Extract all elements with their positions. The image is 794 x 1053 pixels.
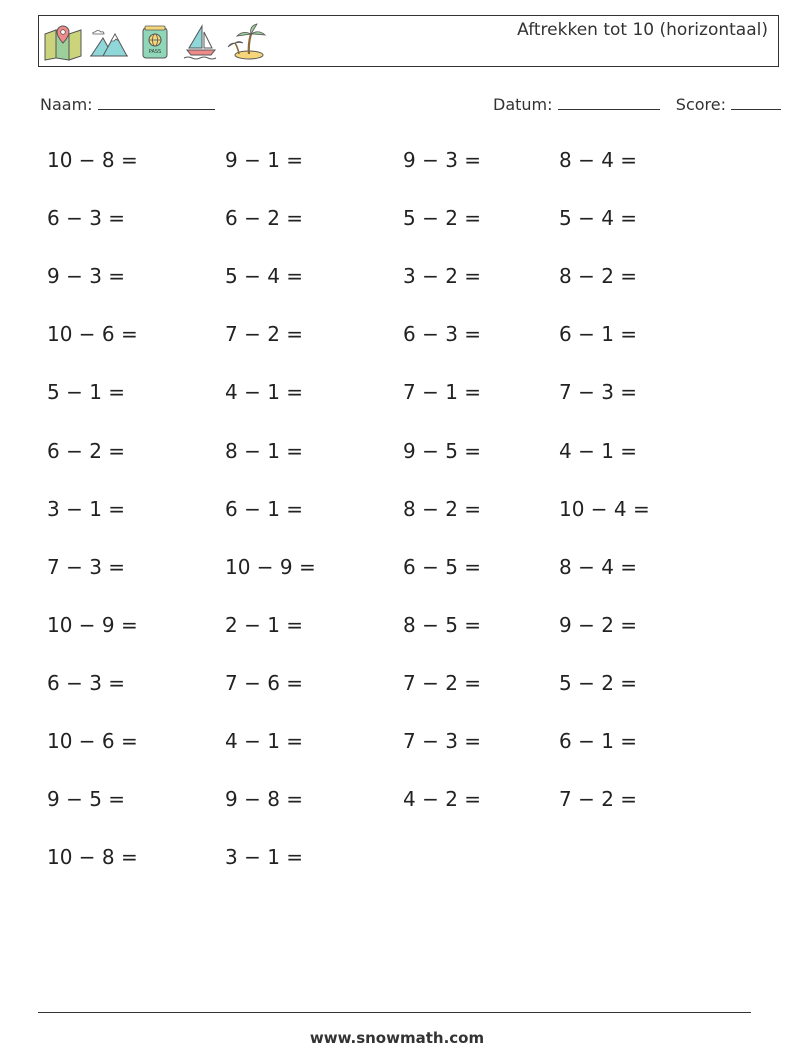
problem-item: 3 − 1 = bbox=[47, 496, 126, 521]
sailboat-icon bbox=[181, 22, 221, 62]
problem-item: 4 − 1 = bbox=[559, 438, 638, 463]
problem-item: 4 − 2 = bbox=[403, 787, 482, 812]
problem-item: 9 − 1 = bbox=[225, 148, 304, 172]
footer-divider bbox=[38, 1012, 751, 1013]
mountains-icon bbox=[89, 22, 129, 62]
problem-item: 5 − 2 = bbox=[559, 670, 638, 695]
problem-item: 6 − 1 = bbox=[559, 729, 638, 753]
problem-item: 9 − 3 = bbox=[47, 264, 126, 289]
problem-item: 10 − 6 = bbox=[47, 729, 138, 753]
problem-item: 4 − 1 = bbox=[225, 380, 304, 405]
problem-item: 8 − 4 = bbox=[559, 148, 638, 172]
problem-item: 4 − 1 = bbox=[225, 729, 304, 753]
header-icons bbox=[43, 22, 267, 62]
problem-item: 6 − 2 = bbox=[225, 206, 304, 231]
problem-item: 7 − 2 = bbox=[403, 670, 482, 695]
palm-island-icon bbox=[227, 22, 267, 62]
problem-item: 7 − 3 = bbox=[47, 554, 126, 579]
score-blank[interactable] bbox=[731, 93, 781, 110]
problem-item: 10 − 6 = bbox=[47, 322, 138, 347]
problem-item: 3 − 1 = bbox=[225, 845, 304, 870]
problem-item: 7 − 1 = bbox=[403, 380, 482, 405]
date-label: Datum: bbox=[493, 95, 553, 114]
worksheet-title: Aftrekken tot 10 (horizontaal) bbox=[517, 20, 768, 40]
problem-item: 10 − 9 = bbox=[225, 554, 316, 579]
problem-item: 5 − 4 = bbox=[225, 264, 304, 289]
problem-item: 7 − 3 = bbox=[403, 729, 482, 753]
problem-item: 8 − 5 = bbox=[403, 612, 482, 637]
problem-item: 10 − 9 = bbox=[47, 612, 138, 637]
footer-site: www.snowmath.com bbox=[309, 1029, 485, 1047]
problem-item: 8 − 2 = bbox=[403, 496, 482, 521]
date-blank[interactable] bbox=[558, 93, 660, 110]
problem-item: 6 − 1 = bbox=[225, 496, 304, 521]
score-label: Score: bbox=[675, 95, 726, 114]
name-blank[interactable] bbox=[98, 93, 215, 110]
problem-item: 7 − 2 = bbox=[225, 322, 304, 347]
header-box bbox=[38, 15, 779, 67]
problem-item: 9 − 5 = bbox=[403, 438, 482, 463]
passport-icon bbox=[135, 22, 175, 62]
problem-item: 9 − 5 = bbox=[47, 787, 126, 812]
problem-item: 6 − 2 = bbox=[47, 438, 126, 463]
problem-item: 7 − 2 = bbox=[559, 787, 638, 812]
problem-item: 2 − 1 = bbox=[225, 612, 304, 637]
problem-item: 5 − 4 = bbox=[559, 206, 638, 231]
problem-item: 6 − 3 = bbox=[47, 670, 126, 695]
problem-item: 3 − 2 = bbox=[403, 264, 482, 289]
problem-item: 10 − 8 = bbox=[47, 148, 138, 172]
map-pin-icon bbox=[43, 22, 83, 62]
problem-item: 9 − 3 = bbox=[403, 148, 482, 172]
problem-item: 6 − 3 = bbox=[47, 206, 126, 231]
problem-item: 9 − 8 = bbox=[225, 787, 304, 812]
name-label: Naam: bbox=[40, 95, 93, 114]
problem-item: 8 − 4 = bbox=[559, 554, 638, 579]
problem-item: 7 − 6 = bbox=[225, 670, 304, 695]
svg-text:PASS: PASS bbox=[148, 49, 162, 55]
problem-item: 5 − 2 = bbox=[403, 206, 482, 231]
problem-item: 10 − 8 = bbox=[47, 845, 138, 870]
problem-item: 7 − 3 = bbox=[559, 380, 638, 405]
problem-item: 10 − 4 = bbox=[559, 496, 650, 521]
problem-item: 6 − 5 = bbox=[403, 554, 482, 579]
problem-item: 9 − 2 = bbox=[559, 612, 638, 637]
date-score-fields bbox=[493, 93, 781, 114]
problem-item: 8 − 2 = bbox=[559, 264, 638, 289]
problem-item: 6 − 3 = bbox=[403, 322, 482, 347]
problem-item: 8 − 1 = bbox=[225, 438, 304, 463]
problem-item: 5 − 1 = bbox=[47, 380, 126, 405]
name-field bbox=[40, 93, 215, 114]
problem-item: 6 − 1 = bbox=[559, 322, 638, 347]
